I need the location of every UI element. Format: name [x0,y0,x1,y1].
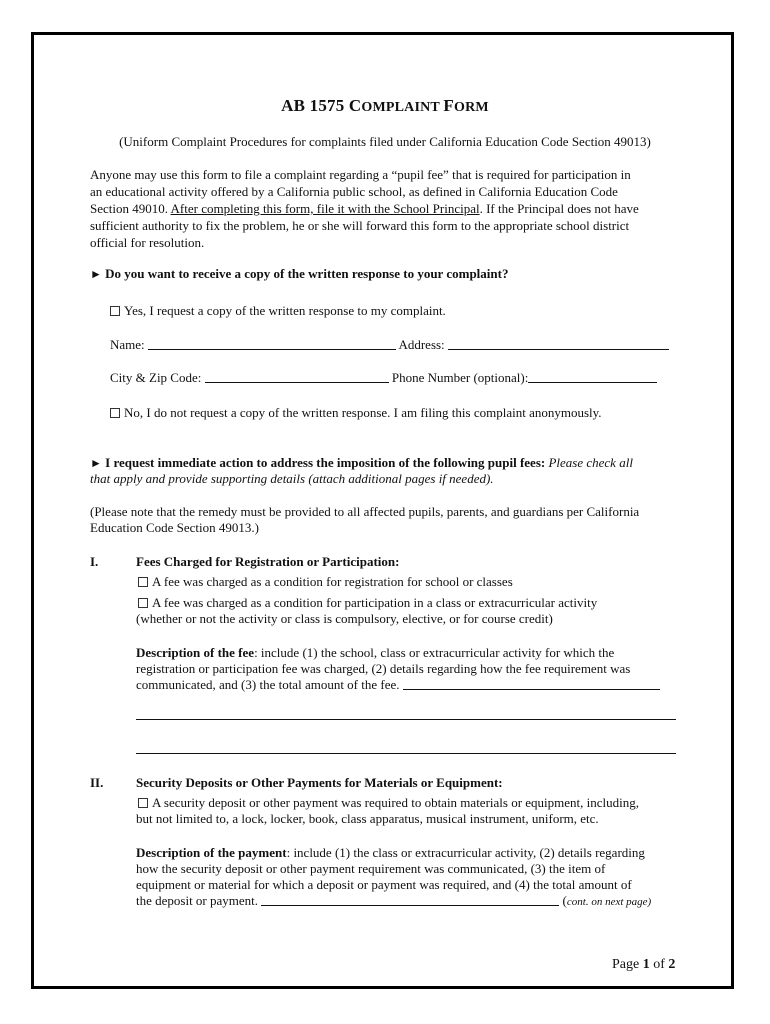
section-2-check-1: A security deposit or other payment was required to obtain materials or equipment, including, [138,794,639,811]
section-1-check-2-cont: (whether or not the activity or class is compulsory, elective, or for course credit) [136,611,553,626]
section-2-desc-4: the deposit or payment. (cont. on next page) [136,893,652,908]
option-no: No, I do not request a copy of the written response. I am filing this complaint anonymously. [110,404,602,421]
address-field[interactable] [448,337,669,350]
section-1-heading: Fees Charged for Registration or Participation: [136,554,400,569]
arrow-right-icon: ► [90,456,102,470]
section-1-check-2: A fee was charged as a condition for participation in a class or extracurricular activity [138,594,597,611]
city-zip-field[interactable] [205,370,389,383]
name-address-row: Name: Address: [110,336,669,353]
city-phone-row: City & Zip Code: Phone Number (optional): [110,369,657,386]
note-line-2: Education Code Section 49013.) [90,520,259,535]
yes-checkbox[interactable] [110,306,120,316]
copy-question: ► Do you want to receive a copy of the written response to your complaint? [90,266,509,281]
no-checkbox[interactable] [110,408,120,418]
name-field[interactable] [148,337,396,350]
form-title: AB 1575 COMPLAINT FORM [281,96,489,115]
fee-description-field[interactable] [403,677,660,690]
registration-fee-checkbox[interactable] [138,577,148,587]
note-line-1: (Please note that the remedy must be provided to all affected pupils, parents, and guardians per California [90,504,640,519]
section-1-desc-3: communicated, and (3) the total amount of the fee. [136,676,660,693]
section-2-number: II. [90,775,104,790]
section-2-heading: Security Deposits or Other Payments for Materials or Equipment: [136,775,503,790]
intro-line-4: sufficient authority to fix the problem, he or she will forward this form to the appropriate school district [90,218,630,233]
section-2-desc-1: Description of the payment: include (1) the class or extracurricular activity, (2) details regarding [136,845,645,860]
option-yes: Yes, I request a copy of the written response to my complaint. [110,302,446,319]
section-2-desc-3: equipment or material for which a deposit or payment was required, and (4) the total amount of [136,877,632,892]
intro-line-1: Anyone may use this form to file a complaint regarding a “pupil fee” that is required for participation in [90,167,631,182]
section-1-desc-2: registration or participation fee was charged, (2) details regarding how the fee requirement was [136,661,631,676]
phone-field[interactable] [528,370,657,383]
arrow-right-icon: ► [90,267,102,281]
form-subtitle: (Uniform Complaint Procedures for complaints filed under California Education Code Section 49013) [119,134,651,149]
section-1-number: I. [90,554,99,569]
section-2-check-1-cont: but not limited to, a lock, locker, book, class apparatus, musical instrument, uniform, etc. [136,811,599,826]
intro-line-3: Section 49010. After completing this form, file it with the School Principal. If the Principal does not have [90,201,639,216]
security-deposit-checkbox[interactable] [138,798,148,808]
payment-description-field[interactable] [261,893,559,906]
intro-line-2: an educational activity offered by a California public school, as defined in California Education Code [90,184,618,199]
file-instruction: After completing this form, file it with the School Principal [170,201,480,216]
page-number: Page 1 of 2 [612,957,676,972]
continued-note: cont. on next page) [566,896,652,908]
section-2-desc-2: how the security deposit or other payment requirement was communicated, (3) the item of [136,861,606,876]
intro-line-5: official for resolution. [90,235,205,250]
section-1-check-1: A fee was charged as a condition for registration for school or classes [138,573,513,590]
request-line-2: that apply and provide supporting details (attach additional pages if needed). [90,471,494,486]
participation-fee-checkbox[interactable] [138,598,148,608]
fee-description-line-3[interactable] [136,741,676,754]
fee-description-line-2[interactable] [136,707,676,720]
section-1-desc-1: Description of the fee: include (1) the school, class or extracurricular activity for which the [136,645,615,660]
request-line-1: ► I request immediate action to address the imposition of the following pupil fees: Please check all [90,455,633,470]
